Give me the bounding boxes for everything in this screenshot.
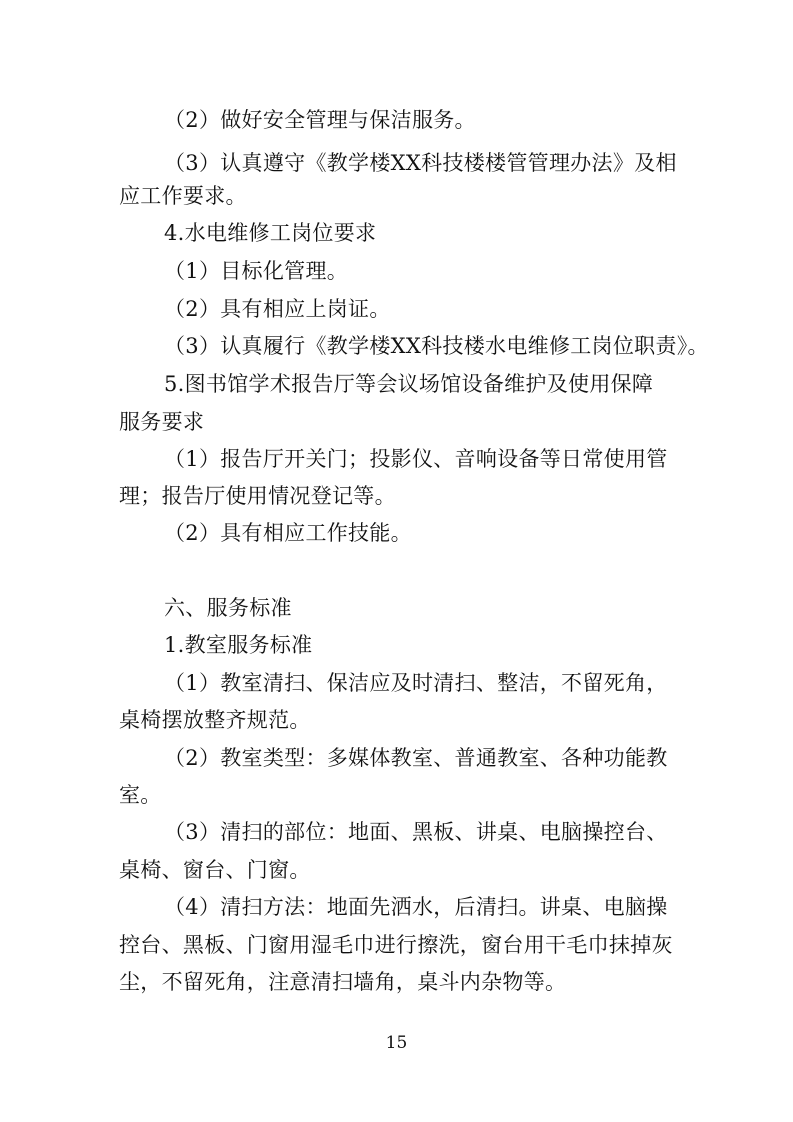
text-line: 应工作要求。 <box>119 184 247 208</box>
text-line: （3）清扫的部位：地面、黑板、讲桌、电脑操控台、 <box>164 820 668 844</box>
section-heading: 5.图书馆学术报告厅等会议场馆设备维护及使用保障 <box>164 372 654 396</box>
chapter-heading: 六、服务标准 <box>164 596 292 620</box>
text-line: （1）目标化管理。 <box>164 259 349 283</box>
text-line: （1）报告厅开关门；投影仪、音响设备等日常使用管 <box>164 447 668 471</box>
text-line: （2）具有相应上岗证。 <box>164 297 391 321</box>
text-line: （2）教室类型：多媒体教室、普通教室、各种功能教 <box>164 746 668 770</box>
text-line: （3）认真履行《教学楼XX科技楼水电维修工岗位职责》。 <box>164 334 709 358</box>
text-line: 尘，不留死角，注意清扫墙角，桌斗内杂物等。 <box>119 970 567 994</box>
text-line: 控台、黑板、门窗用湿毛巾进行擦洗，窗台用干毛巾抹掉灰 <box>119 933 673 957</box>
text-line: （4）清扫方法：地面先洒水，后清扫。讲桌、电脑操 <box>164 895 668 919</box>
text-line: 理；报告厅使用情况登记等。 <box>119 484 396 508</box>
section-heading: 4.水电维修工岗位要求 <box>164 221 377 245</box>
text-line: 室。 <box>119 783 162 807</box>
text-line: 桌椅、窗台、门窗。 <box>119 858 311 882</box>
text-line: （2）具有相应工作技能。 <box>164 521 412 545</box>
section-heading: 1.教室服务标准 <box>164 633 313 657</box>
text-line: （3）认真遵守《教学楼XX科技楼楼管管理办法》及相 <box>164 151 677 175</box>
text-line: 服务要求 <box>119 410 205 434</box>
page-number: 15 <box>385 1033 408 1053</box>
text-line: （2）做好安全管理与保洁服务。 <box>164 108 476 132</box>
text-line: （1）教室清扫、保洁应及时清扫、整洁，不留死角， <box>164 671 668 695</box>
text-line: 桌椅摆放整齐规范。 <box>119 708 311 732</box>
